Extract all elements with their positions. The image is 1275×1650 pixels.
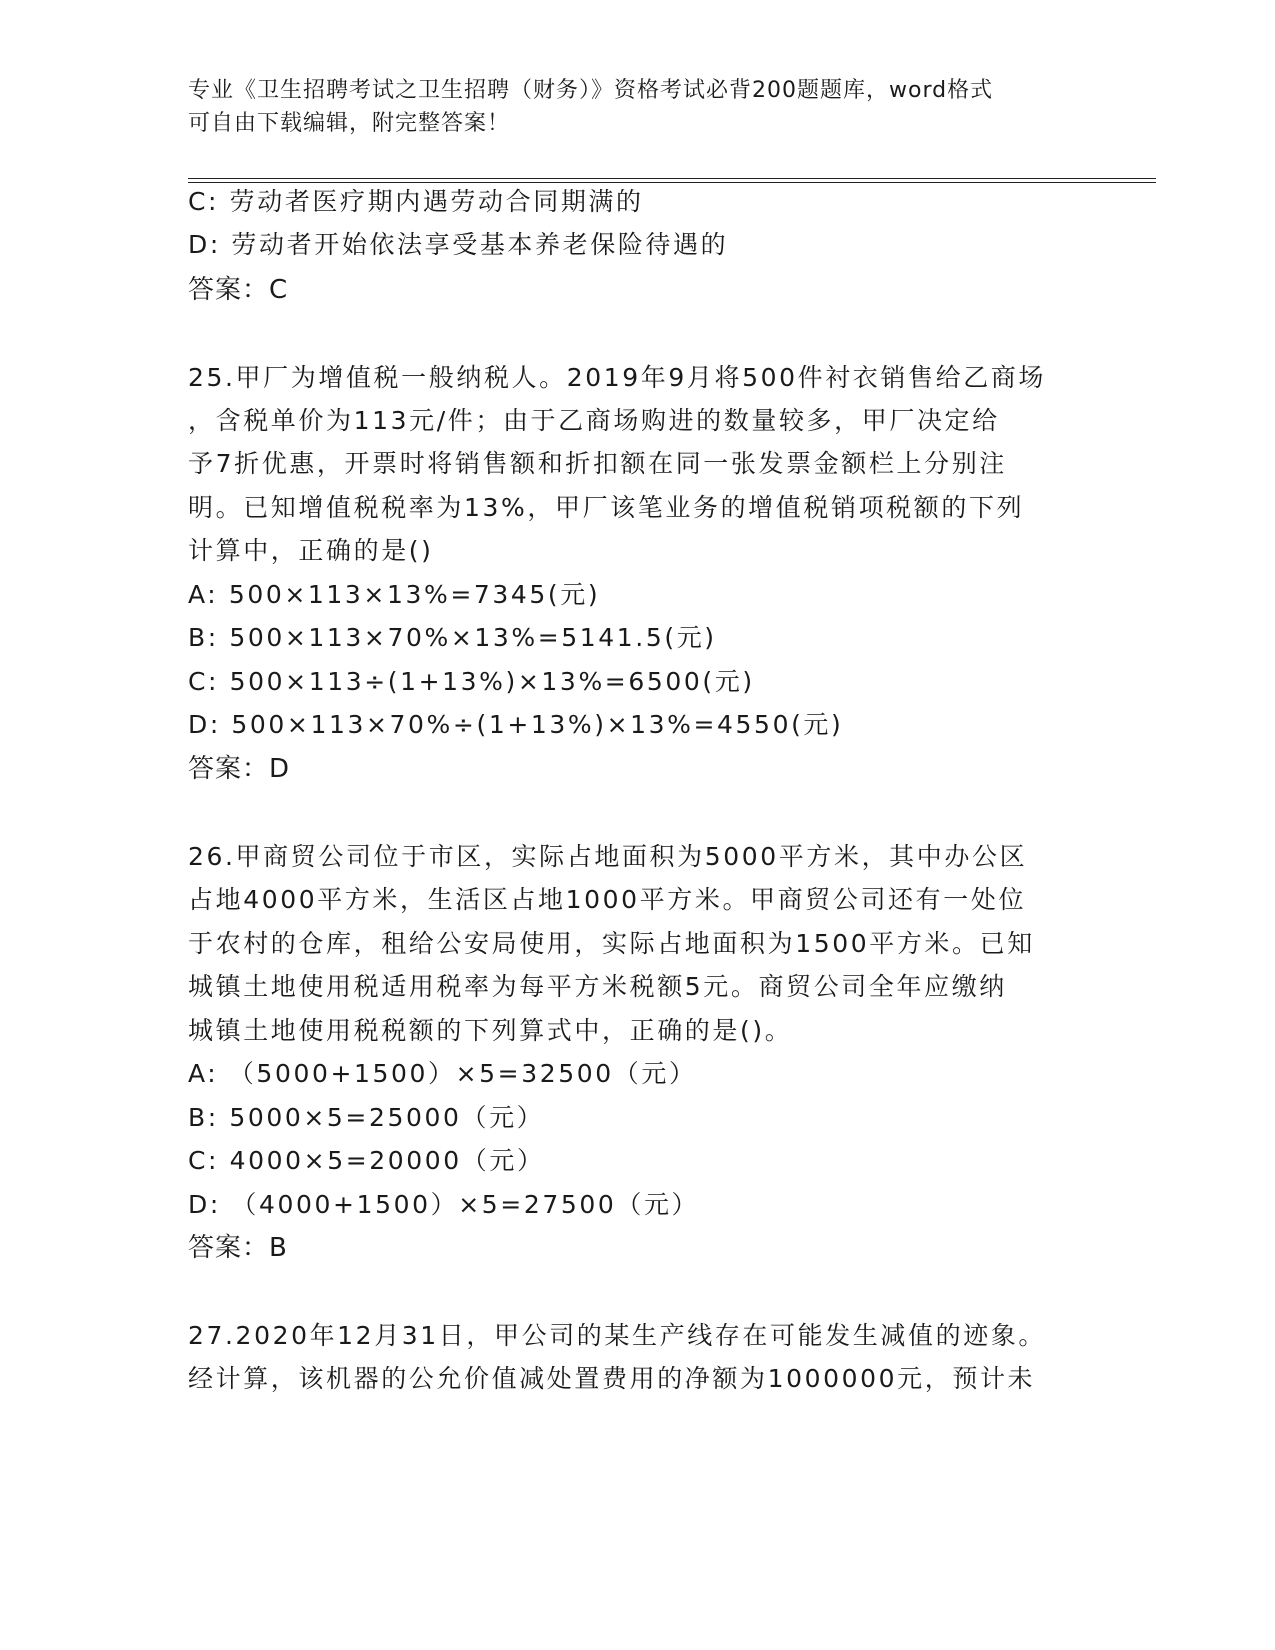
q25-option-c: C: 500×113÷(1+13%)×13%=6500(元): [188, 667, 755, 696]
q26-stem-line: 城镇土地使用税税额的下列算式中，正确的是()。: [188, 1016, 793, 1045]
q26-stem-line: 占地4000平方米，生活区占地1000平方米。甲商贸公司还有一处位: [188, 885, 1027, 914]
q26-stem-line: 26.甲商贸公司位于市区，实际占地面积为5000平方米，其中办公区: [188, 842, 1028, 871]
q24-option-c: C: 劳动者医疗期内遇劳动合同期满的: [188, 187, 644, 216]
q26-option-b: B: 5000×5=25000（元）: [188, 1103, 545, 1132]
q26-answer: 答案：B: [188, 1233, 288, 1263]
q27-stem-line: 27.2020年12月31日，甲公司的某生产线存在可能发生减值的迹象。: [188, 1321, 1047, 1350]
header-title-line-1: 专业《卫生招聘考试之卫生招聘（财务）》资格考试必背200题题库，word格式: [188, 78, 994, 103]
q25-stem-line: 予7折优惠，开票时将销售额和折扣额在同一张发票金额栏上分别注: [188, 449, 1007, 478]
q26-option-d: D: （4000+1500）×5=27500（元）: [188, 1190, 700, 1219]
q26-option-a: A: （5000+1500）×5=32500（元）: [188, 1059, 697, 1088]
q25-stem-line: 明。已知增值税税率为13%，甲厂该笔业务的增值税销项税额的下列: [188, 493, 1025, 522]
q25-stem-line: 25.甲厂为增值税一般纳税人。2019年9月将500件衬衣销售给乙商场: [188, 363, 1047, 392]
q24-option-d: D: 劳动者开始依法享受基本养老保险待遇的: [188, 230, 729, 259]
q25-answer: 答案：D: [188, 754, 291, 784]
q25-option-d: D: 500×113×70%÷(1+13%)×13%=4550(元): [188, 710, 844, 739]
q25-stem-line: ，含税单价为113元/件；由于乙商场购进的数量较多，甲厂决定给: [188, 406, 1000, 435]
q26-option-c: C: 4000×5=20000（元）: [188, 1146, 545, 1175]
q25-option-a: A: 500×113×13%=7345(元): [188, 580, 601, 609]
header-title-line-2: 可自由下载编辑，附完整答案！: [188, 111, 511, 136]
header-divider: [188, 178, 1156, 184]
document-header: [188, 74, 1068, 140]
q25-stem-line: 计算中，正确的是(): [188, 536, 434, 565]
q25-option-b: B: 500×113×70%×13%=5141.5(元): [188, 623, 717, 652]
q26-stem-line: 于农村的仓库，租给公安局使用，实际占地面积为1500平方米。已知: [188, 929, 1035, 958]
q27-stem-line: 经计算，该机器的公允价值减处置费用的净额为1000000元，预计未: [188, 1364, 1036, 1393]
q26-stem-line: 城镇土地使用税适用税率为每平方米税额5元。商贸公司全年应缴纳: [188, 972, 1007, 1001]
q24-answer: 答案：C: [188, 275, 289, 305]
